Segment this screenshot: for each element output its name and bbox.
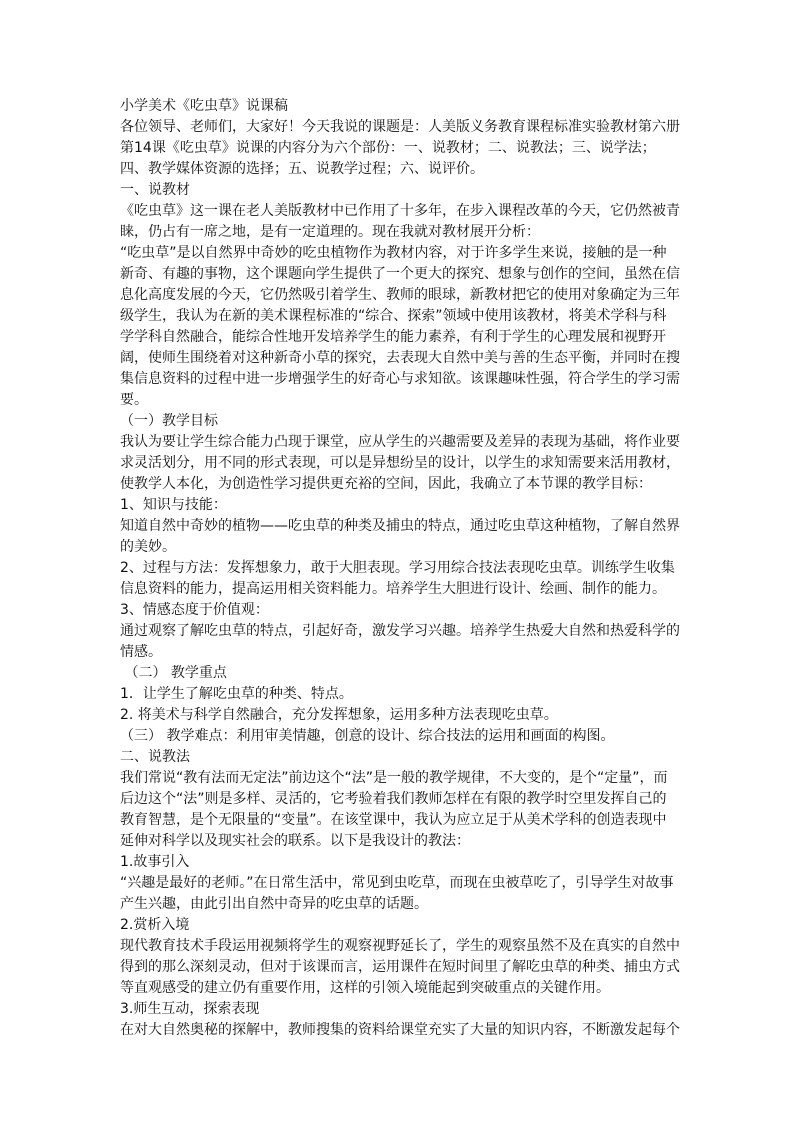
heading-key-points: （二） 教学重点 [120, 665, 227, 681]
paragraph-textbook-content: “吃虫草”是以自然界中奇妙的吃虫植物作为教材内容，对于许多学生来说，接触的是一种新奇、有趣的事物，这个课题向学生提供了一个更大的探究、想象与创作的空间，虽然在信息化高度发展的今天，它仍然吸引着学生、教师的眼球，新教材把它的使用对象确定为三年级学生，我认为在新的美术课程标准的“综合、探索”领域中使用该教材，将美术学科与科学学科自然融合，能综合性地开发培养学生的能力素养，有利于学生的心理发展和视野开阔，使师生围绕着对这种新奇小草的探究，去表现大自然中美与善的生态平衡，并同时在搜集信息资料的过程中进一步增强学生的好奇心与求知欲。该课趣味性强，符合学生的学习需要。 [120, 245, 680, 408]
document-title: 小学美术《吃虫草》说课稿 [120, 98, 288, 114]
paragraph-knowledge-skills: 知道自然中奇妙的植物——吃虫草的种类及捕虫的特点，通过吃虫草这种植物，了解自然界的美妙。 [120, 518, 680, 555]
paragraph-textbook-analysis: 《吃虫草》这一课在老人美版教材中已作用了十多年，在步入课程改革的今天，它仍然被青睐，仍占有一席之地，是有一定道理的。现在我就对教材展开分析： [120, 203, 680, 240]
heading-appreciation: 2.赏析入境 [120, 917, 190, 933]
paragraph-story-intro: “兴趣是最好的老师。”在日常生活中，常见到虫吃草，而现在虫被草吃了，引导学生对故事产生兴趣，由此引出自然中奇异的吃虫草的话题。 [120, 875, 674, 912]
heading-emotion-values: 3、情感态度于价值观： [120, 602, 269, 618]
paragraph-difficulties: （三） 教学难点：利用审美情趣，创意的设计、综合技法的运用和画面的构图。 [120, 728, 615, 744]
paragraph-process-method: 2、过程与方法：发挥想象力，敢于大胆表现。学习用综合技法表现吃虫草。训练学生收集信息资料的能力，提高运用相关资料能力。培养学生大胆进行设计、绘画、制作的能力。 [120, 560, 675, 597]
paragraph-teaching-goals: 我认为要让学生综合能力凸现于课堂，应从学生的兴趣需要及差异的表现为基础，将作业要求灵活划分，用不同的形式表现，可以是异想纷呈的设计，以学生的求知需要来活用教材，使教学人本化，为创造性学习提供更充裕的空间，因此，我确立了本节课的教学目标： [120, 434, 680, 492]
heading-teaching-goals: （一）教学目标 [120, 413, 218, 429]
heading-knowledge-skills: 1、知识与技能： [120, 497, 227, 513]
heading-interaction: 3.师生互动，探索表现 [120, 1001, 260, 1017]
paragraph-teaching-method: 我们常说“教有法而无定法”前边这个“法”是一般的教学规律，不大变的，是个“定量”，而后边这个“法”则是多样、灵活的，它考验着我们教师怎样在有限的教学时空里发挥自己的教育智慧，是个无限量的“变量”。在该堂课中，我认为应立足于从美术学科的创造表现中延伸对科学以及现实社会的联系。以下是我设计的教法： [120, 770, 668, 849]
paragraph-appreciation: 现代教育技术手段运用视频将学生的观察视野延长了，学生的观察虽然不及在真实的自然中得到的那么深刻灵动，但对于该课而言，运用课件在短时间里了解吃虫草的种类、捕虫方式等直观感受的建立仍有重要作用，这样的引领入境能起到突破重点的关键作用。 [120, 938, 680, 996]
list-item-key-point-2: 2. 将美术与科学自然融合，充分发挥想象，运用多种方法表现吃虫草。 [120, 707, 558, 723]
heading-section-1: 一、说教材 [120, 182, 190, 198]
heading-section-2: 二、说教法 [120, 749, 190, 765]
paragraph-interaction: 在对大自然奥秘的探解中，教师搜集的资料给课堂充实了大量的知识内容，不断激发起每个 [120, 1022, 680, 1038]
list-item-key-point-1: 1．让学生了解吃虫草的种类、特点。 [120, 686, 353, 702]
paragraph-intro: 各位领导、老师们，大家好！今天我说的课题是：人美版义务教育课程标准实验教材第六册第14课《吃虫草》说课的内容分为六个部份：一、说教材；二、说教法；三、说学法；四、教学媒体资源的选择；五、说教学过程；六、说评价。 [120, 119, 680, 177]
heading-story-intro: 1.故事引入 [120, 854, 190, 870]
paragraph-emotion-values: 通过观察了解吃虫草的特点，引起好奇，激发学习兴趣。培养学生热爱大自然和热爱科学的情感。 [120, 623, 680, 660]
document-body [120, 96, 680, 1041]
